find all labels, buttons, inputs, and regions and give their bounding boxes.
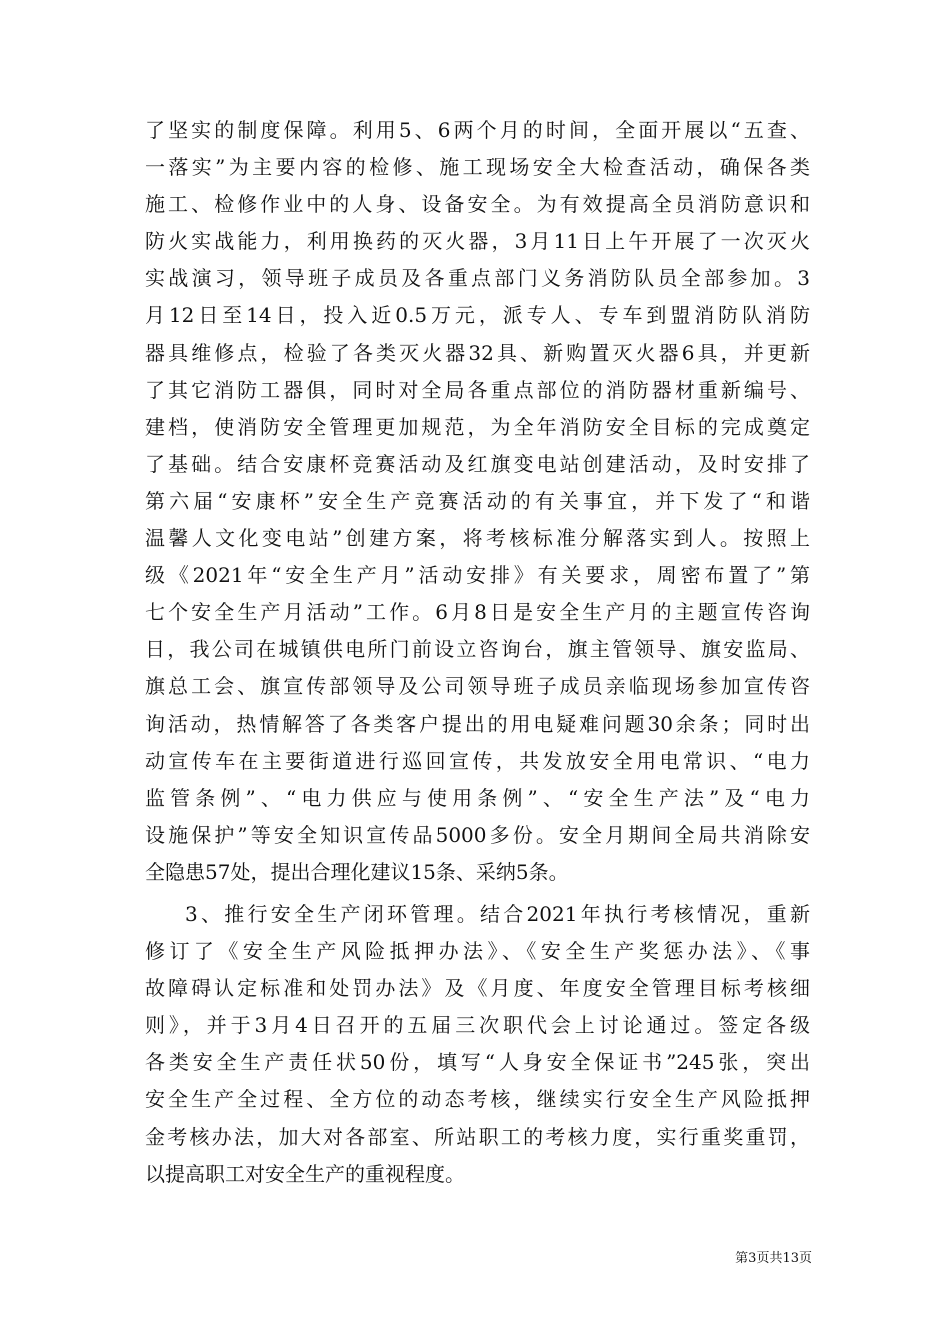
- text-line: 金考核办法，加大对各部室、所站职工的考核力度，实行重奖重罚，: [145, 1124, 810, 1149]
- text-line: 设施保护”等安全知识宣传品5000多份。安全月期间全局共消除安: [145, 822, 810, 847]
- text-line: 第六届“安康杯”安全生产竞赛活动的有关事宜，并下发了“和谐: [145, 488, 810, 513]
- text-line: 了其它消防工器俱，同时对全局各重点部位的消防器材重新编号、: [145, 377, 810, 402]
- text-line: 修订了《安全生产风险抵押办法》、《安全生产奖惩办法》、《事: [145, 939, 810, 964]
- text-line: 级《2021年“安全生产月”活动安排》有关要求，周密布置了”第: [145, 563, 810, 588]
- text-line: 以提高职工对安全生产的重视程度。: [145, 1161, 465, 1186]
- text-line: 则》，并于3月4日召开的五届三次职代会上讨论通过。签定各级: [145, 1013, 810, 1038]
- text-line: 了坚实的制度保障。利用5、6两个月的时间，全面开展以“五查、: [145, 118, 810, 142]
- text-line: 一落实”为主要内容的检修、施工现场安全大检查活动，确保各类: [145, 155, 810, 180]
- text-line: 温馨人文化变电站”创建方案，将考核标准分解落实到人。按照上: [145, 526, 810, 551]
- text-line: 器具维修点，检验了各类灭火器32具、新购置灭火器6具，并更新: [145, 340, 810, 365]
- text-line: 全隐患57处，提出合理化建议15条、采纳5条。: [145, 859, 569, 884]
- text-line: 七个安全生产月活动”工作。6月8日是安全生产月的主题宣传咨询: [145, 600, 810, 625]
- text-line: 了基础。结合安康杯竞赛活动及红旗变电站创建活动，及时安排了: [145, 451, 810, 476]
- page-number-footer: 第3页共13页: [735, 1251, 812, 1266]
- text-line: 实战演习，领导班子成员及各重点部门义务消防队员全部参加。3: [145, 266, 810, 291]
- text-line: 3、推行安全生产闭环管理。结合2021年执行考核情况，重新: [185, 901, 810, 926]
- text-line: 动宣传车在主要街道进行巡回宣传，共发放安全用电常识、“电力: [145, 748, 810, 773]
- body-text: [145, 112, 810, 1193]
- text-line: 安全生产全过程、全方位的动态考核，继续实行安全生产风险抵押: [145, 1087, 810, 1112]
- text-line: 监管条例”、“电力供应与使用条例”、“安全生产法”及“电力: [145, 785, 810, 810]
- text-line: 各类安全生产责任状50份，填写“人身安全保证书”245张，突出: [145, 1050, 810, 1075]
- text-line: 故障碍认定标准和处罚办法》及《月度、年度安全管理目标考核细: [145, 976, 810, 1001]
- text-line: 日，我公司在城镇供电所门前设立咨询台，旗主管领导、旗安监局、: [145, 637, 810, 662]
- text-line: 施工、检修作业中的人身、设备安全。为有效提高全员消防意识和: [145, 192, 810, 217]
- paragraph-closed-loop-management: [145, 896, 810, 1193]
- text-line: 建档，使消防安全管理更加规范，为全年消防安全目标的完成奠定: [145, 414, 810, 439]
- text-line: 防火实战能力，利用换药的灭火器，3月11日上午开展了一次灭火: [145, 229, 810, 254]
- text-line: 询活动，热情解答了各类客户提出的用电疑难问题30余条；同时出: [145, 711, 810, 736]
- text-line: 旗总工会、旗宣传部领导及公司领导班子成员亲临现场参加宣传咨: [145, 674, 810, 699]
- paragraph-safety-activities: [145, 112, 810, 891]
- text-line: 月12日至14日，投入近0.5万元，派专人、专车到盟消防队消防: [145, 303, 810, 328]
